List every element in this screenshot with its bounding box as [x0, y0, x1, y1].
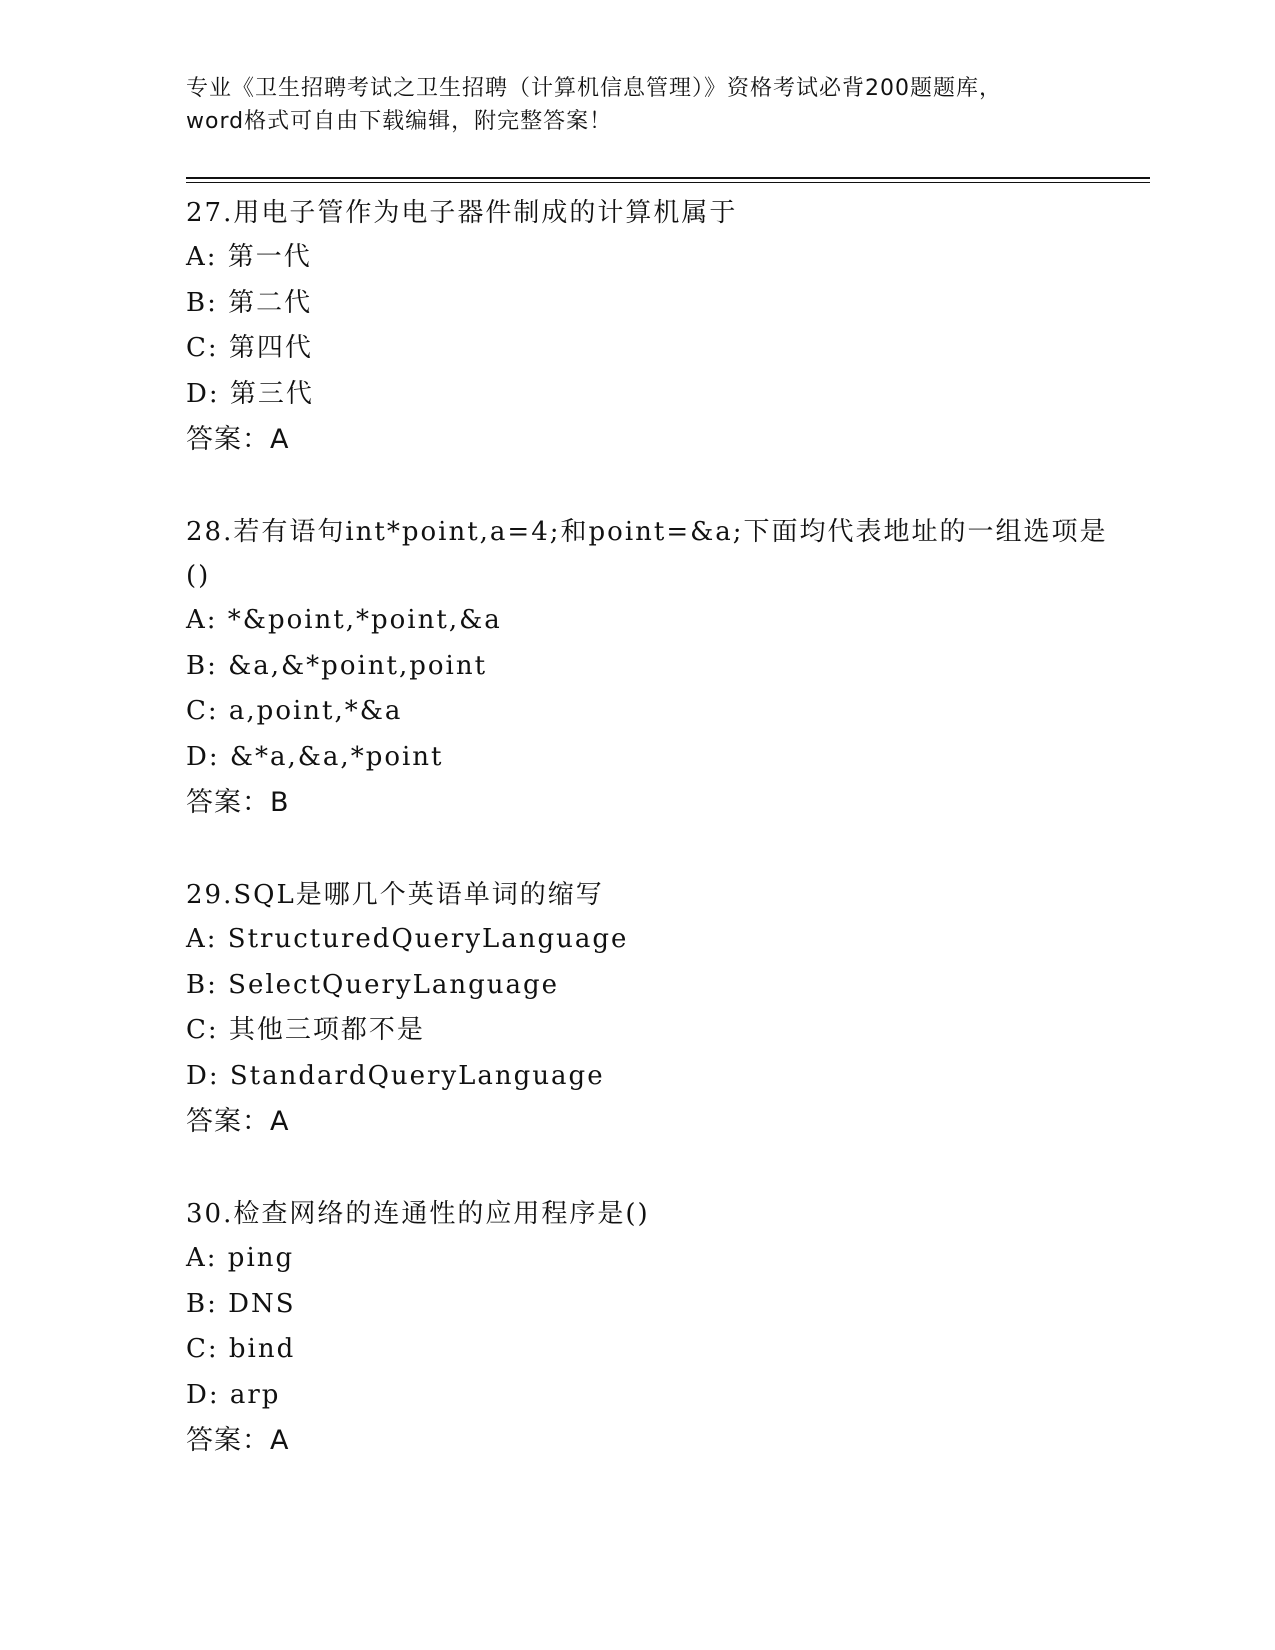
option-d: D: 第三代: [186, 378, 314, 409]
option-d: D: &*a,&a,*point: [186, 741, 444, 772]
option-a: A: *&point,*point,&a: [186, 605, 502, 635]
header-line-1: 专业《卫生招聘考试之卫生招聘（计算机信息管理）》资格考试必背200题题库，: [186, 76, 1002, 101]
question-stem: 29.SQL是哪几个英语单词的缩写: [186, 880, 604, 910]
option-c: C: 第四代: [186, 333, 313, 363]
document-header: [186, 72, 1086, 138]
header-divider-thin: [186, 182, 1150, 183]
option-b: B: 第二代: [186, 287, 313, 318]
header-divider-thick: [186, 177, 1150, 179]
question-28: [186, 507, 1116, 826]
option-c: C: 其他三项都不是: [186, 1015, 425, 1045]
option-c: C: bind: [186, 1334, 296, 1364]
option-a: A: 第一代: [186, 242, 312, 272]
question-30: [186, 1189, 1116, 1464]
option-b: B: SelectQueryLanguage: [186, 969, 560, 1000]
option-c: C: a,point,*&a: [186, 696, 403, 726]
answer: 答案：A: [186, 1106, 290, 1137]
question-list: [186, 188, 1116, 1464]
answer: 答案：A: [186, 424, 290, 455]
option-b: B: DNS: [186, 1288, 296, 1319]
option-a: A: ping: [186, 1243, 295, 1273]
option-a: A: StructuredQueryLanguage: [186, 924, 629, 954]
option-d: D: StandardQueryLanguage: [186, 1060, 605, 1091]
header-line-2: word格式可自由下载编辑，附完整答案！: [186, 109, 613, 134]
option-b: B: &a,&*point,point: [186, 650, 488, 681]
question-stem: 28.若有语句int*point,a=4;和point=&a;下面均代表地址的一组选项是(): [186, 517, 1108, 591]
question-27: [186, 188, 1116, 463]
option-d: D: arp: [186, 1379, 281, 1410]
question-stem: 30.检查网络的连通性的应用程序是(): [186, 1199, 650, 1229]
answer: 答案：A: [186, 1425, 290, 1456]
question-29: [186, 870, 1116, 1145]
question-stem: 27.用电子管作为电子器件制成的计算机属于: [186, 198, 738, 228]
answer: 答案：B: [186, 787, 290, 818]
